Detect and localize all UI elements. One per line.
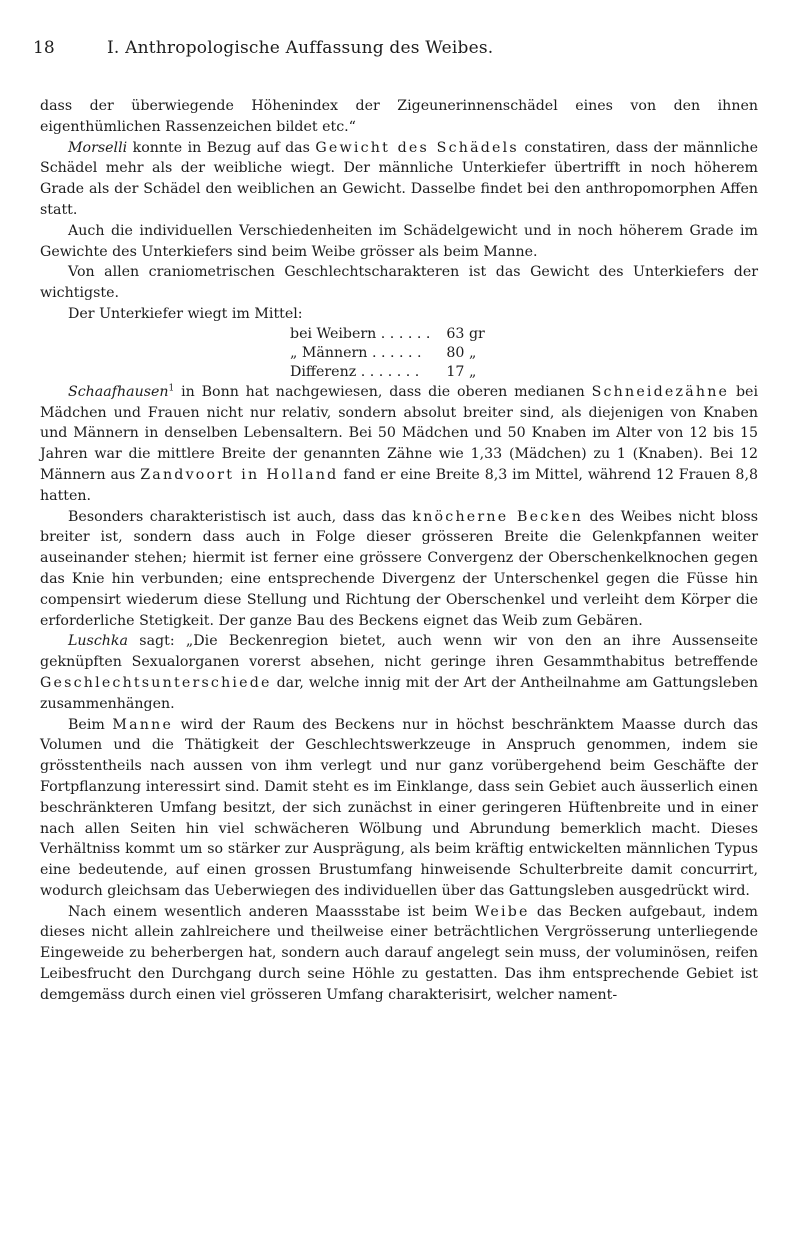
table-label: Differenz . . . . . . . xyxy=(290,363,420,380)
paragraph: Beim Manne wird der Raum des Beckens nur in höchst beschränktem Maasse durch das Volumen und die Thätigkeit der Geschlechtswerkzeuge in Anspruch genommen, indem sie grösstentheils nach aussen von ihm verlegt und nur ganz vorübergehend beim Geschäfte der Fortpflanzung interessirt sind. Damit steht es im Einklange, dass sein Gebiet auch äusserlich einen beschränkteren Umfang besitzt, der sich zunächst in einer geringeren Hüftenbreite und in einer nach allen Seiten hin viel schwächeren Wölbung und Abrundung bemerklich macht. Dieses Verhältniss kommt um so stärker zur Ausprägung, als beim kräftig entwickelten männlichen Typus eine bedeutende, auf einen grossen Brustumfang hinweisende Schulterbreite damit concurrirt, wodurch gleichsam das Ueberwiegen des individuellen über das Gattungsleben ausgedrückt wird. xyxy=(40,716,758,899)
page-number: 18 xyxy=(33,38,55,58)
table-row xyxy=(290,325,489,344)
emphasis: Geschlechtsunterschiede xyxy=(40,674,272,691)
body-text xyxy=(40,96,758,1006)
table-label: „ Männern . . . . . . xyxy=(290,344,422,361)
table-row xyxy=(290,363,489,382)
emphasis: Manne xyxy=(112,716,174,733)
paragraph: Von allen craniometrischen Geschlechtscharakteren ist das Gewicht des Unterkiefers der wichtigste. xyxy=(40,264,758,302)
emphasis: Weibe xyxy=(474,903,530,920)
paragraph: Nach einem wesentlich anderen Maassstabe ist beim Weibe das Becken aufgebaut, indem dieses nicht allein zahlreichere und theilweise einer beträchtlichen Vergrösserung unterliegende Eingeweide zu beherbergen hat, sondern auch darauf angelegt sein muss, der voluminösen, reifen Leibesfrucht den Durchgang durch seine Höhle zu gestatten. Das ihm entsprechende Gebiet ist demgemäss durch einen viel grösseren Umfang charakterisirt, welcher nament- xyxy=(40,903,758,1003)
footnote-marker: 1 xyxy=(168,383,175,394)
table-value: 63 gr xyxy=(446,325,485,342)
weight-table xyxy=(290,325,489,382)
table-value: 80 „ xyxy=(446,344,477,361)
table-caption: Der Unterkiefer wiegt im Mittel: xyxy=(68,305,303,322)
paragraph: Luschka sagt: „Die Beckenregion bietet, auch wenn wir von den an ihre Aussenseite geknüpften Sexualorganen vorerst absehen, nicht geringe ihren Gesammthabitus betreffende Geschlechtsunterschiede dar, welche innig mit der Art der Antheilnahme am Gattungsleben zusammenhängen. xyxy=(40,633,758,712)
paragraph: Morselli konnte in Bezug auf das Gewicht des Schädels constatiren, dass der männliche Schädel mehr als der weibliche wiegt. Der männliche Unterkiefer übertrifft in noch höherem Grade als der Schädel den weiblichen an Gewicht. Dasselbe findet bei den anthropomorphen Affen statt. xyxy=(40,139,758,218)
paragraph: Schaafhausen$^1$ in Bonn hat nachgewiesen, dass die oberen medianen Schneidezähne bei Mädchen und Frauen nicht nur relativ, sondern absolut breiter sind, als diejenigen von Knaben und Männern in denselben Lebensaltern. Bei 50 Mädchen und 50 Knaben im Alter von 12 bis 15 Jahren war die mittlere Breite der genannten Zähne wie 1,33 (Mädchen) zu 1 (Knaben). Bei 12 Männern aus Zandvoort in Holland fand er eine Breite 8,3 im Mittel, während 12 Frauen 8,8 hatten. xyxy=(40,383,758,504)
emphasis: Gewicht des Schädels xyxy=(315,139,519,156)
emphasis: Zandvoort in Holland xyxy=(140,466,339,483)
emphasis: knöcherne Becken xyxy=(412,508,584,525)
table-label: bei Weibern . . . . . . xyxy=(290,325,431,342)
table-row xyxy=(290,344,489,363)
author-name: Morselli xyxy=(68,139,128,156)
paragraph: dass der überwiegende Höhenindex der Zigeunerinnenschädel eines von den ihnen eigenthümlichen Rassenzeichen bildet etc.“ xyxy=(40,98,758,135)
running-title: I. Anthropologische Auffassung des Weibes. xyxy=(107,38,494,58)
emphasis: Schneidezähne xyxy=(591,383,730,400)
paragraph: Auch die individuellen Verschiedenheiten im Schädelgewicht und in noch höherem Grade im Gewichte des Unterkiefers sind beim Weibe grösser als beim Manne. xyxy=(40,222,758,260)
author-name: Schaafhausen xyxy=(68,383,169,400)
author-name: Luschka xyxy=(68,633,128,650)
paragraph: Besonders charakteristisch ist auch, dass das knöcherne Becken des Weibes nicht bloss breiter ist, sondern dass auch in Folge dieser grösseren Breite die Gelenkpfannen weiter auseinander stehen; hiermit ist ferner eine grössere Convergenz der Oberschenkelknochen gegen das Knie hin verbunden; eine entsprechende Divergenz der Unterschenkel gegen die Füsse hin compensirt wiederum diese Stellung und Richtung der Oberschenkel und verleiht dem Körper die erforderliche Stetigkeit. Der ganze Bau des Beckens eignet das Weib zum Gebären. xyxy=(40,508,758,629)
table-value: 17 „ xyxy=(446,363,477,380)
page-header xyxy=(33,38,760,68)
